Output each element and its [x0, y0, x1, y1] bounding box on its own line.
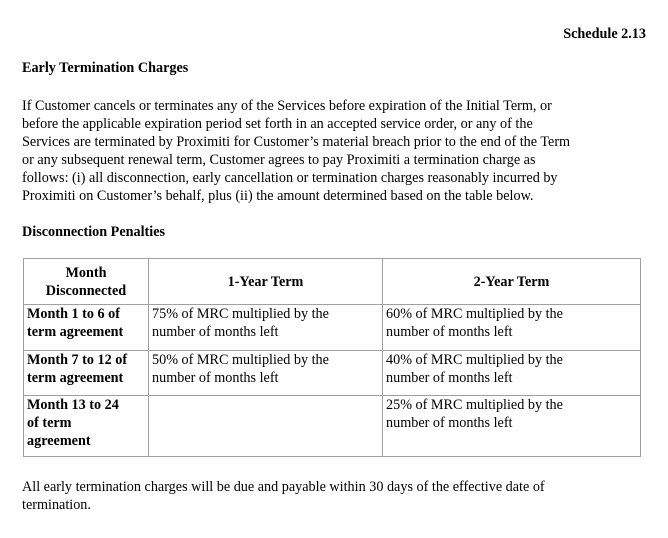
footer-line: termination.	[22, 497, 91, 513]
row-label: Month 7 to 12 of term agreement	[24, 351, 149, 396]
column-header-1-year: 1-Year Term	[149, 259, 383, 305]
one-year-cell: 75% of MRC multiplied by the number of months left	[149, 305, 383, 351]
intro-line: Proximiti on Customer’s behalf, plus (ii) the amount determined based on the table below.	[22, 188, 534, 204]
intro-paragraph	[22, 97, 648, 205]
section-heading: Disconnection Penalties	[22, 224, 166, 240]
two-year-cell: 40% of MRC multiplied by the number of months left	[383, 351, 641, 396]
row-label: Month 1 to 6 of term agreement	[24, 305, 149, 351]
intro-line: or any subsequent renewal term, Customer agrees to pay Proximiti a termination charge as	[22, 152, 536, 168]
intro-line: If Customer cancels or terminates any of the Services before expiration of the Initial Term, or	[22, 98, 552, 114]
column-header-month: Month Disconnected	[24, 259, 149, 305]
page-title: Early Termination Charges	[22, 60, 189, 76]
table-row	[24, 396, 641, 457]
footer-line: All early termination charges will be due and payable within 30 days of the effective date of	[22, 479, 545, 495]
table-row	[24, 351, 641, 396]
footer-paragraph	[22, 478, 648, 514]
table-row	[24, 305, 641, 351]
two-year-cell: 25% of MRC multiplied by the number of months left	[383, 396, 641, 457]
row-label: Month 13 to 24 of term agreement	[24, 396, 149, 457]
intro-line: follows: (i) all disconnection, early cancellation or termination charges reasonably incurred by	[22, 170, 558, 186]
column-header-2-year: 2-Year Term	[383, 259, 641, 305]
two-year-cell: 60% of MRC multiplied by the number of months left	[383, 305, 641, 351]
one-year-cell: 50% of MRC multiplied by the number of months left	[149, 351, 383, 396]
intro-line: Services are terminated by Proximiti for Customer’s material breach prior to the end of the Term	[22, 134, 571, 150]
intro-line: before the applicable expiration period set forth in an accepted service order, or any of the	[22, 116, 533, 132]
one-year-cell-empty	[149, 396, 383, 457]
schedule-label: Schedule 2.13	[563, 26, 646, 42]
penalties-table	[23, 258, 641, 457]
table-header-row	[24, 259, 641, 305]
